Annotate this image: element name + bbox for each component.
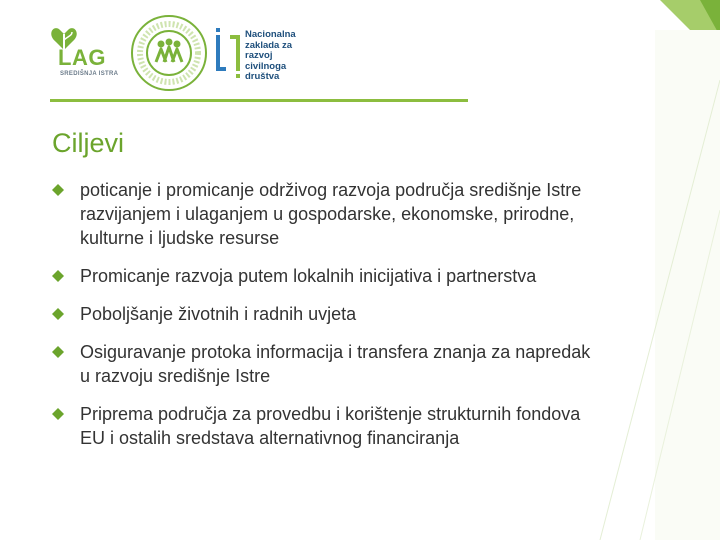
- corner-triangle-light: [660, 0, 720, 60]
- lag-logo-subtitle: SREDIŠNJA ISTRA: [60, 71, 119, 77]
- diamond-bullet-icon: [52, 270, 64, 282]
- diamond-bullet-icon: [52, 184, 64, 196]
- page-title: Ciljevi: [52, 128, 125, 158]
- goals-list: [52, 178, 597, 464]
- diamond-bullet-icon: [52, 408, 64, 420]
- diamond-bullet-icon: [52, 346, 64, 358]
- list-item: [52, 302, 597, 326]
- right-panel-tint: [655, 30, 720, 540]
- goal-text: Promicanje razvoja putem lokalnih inicijativa i partnerstva: [80, 266, 537, 286]
- list-item: [52, 340, 597, 388]
- people-circle-seal-icon: [130, 14, 208, 92]
- nzrcd-logo-text: Nacionalna zaklada za razvoj civilnoga društva: [245, 29, 296, 82]
- goal-text: Poboljšanje životnih i radnih uvjeta: [80, 304, 357, 324]
- decorative-line: [640, 210, 720, 540]
- goal-text: poticanje i promicanje održivog razvoja područja središnje Istre razvijanjem i ulaganjem u gospodarske, ekonomske, prirodne, kulturne i ljudske resurse: [80, 180, 582, 248]
- brackets-icon: [216, 28, 240, 78]
- header-divider: [50, 99, 468, 102]
- list-item: [52, 402, 597, 450]
- goal-text: Osiguravanje protoka informacija i transfera znanja za napredak u razvoju središnje Istre: [80, 342, 591, 386]
- corner-triangle-dark: [700, 0, 720, 36]
- diamond-bullet-icon: [52, 308, 64, 320]
- decorative-line: [600, 80, 720, 540]
- list-item: [52, 264, 597, 288]
- goal-text: Priprema područja za provedbu i korištenje strukturnih fondova EU i ostalih sredstava alternativnog financiranja: [80, 404, 581, 448]
- lag-logo-text: LAG: [58, 45, 106, 70]
- list-item: [52, 178, 597, 250]
